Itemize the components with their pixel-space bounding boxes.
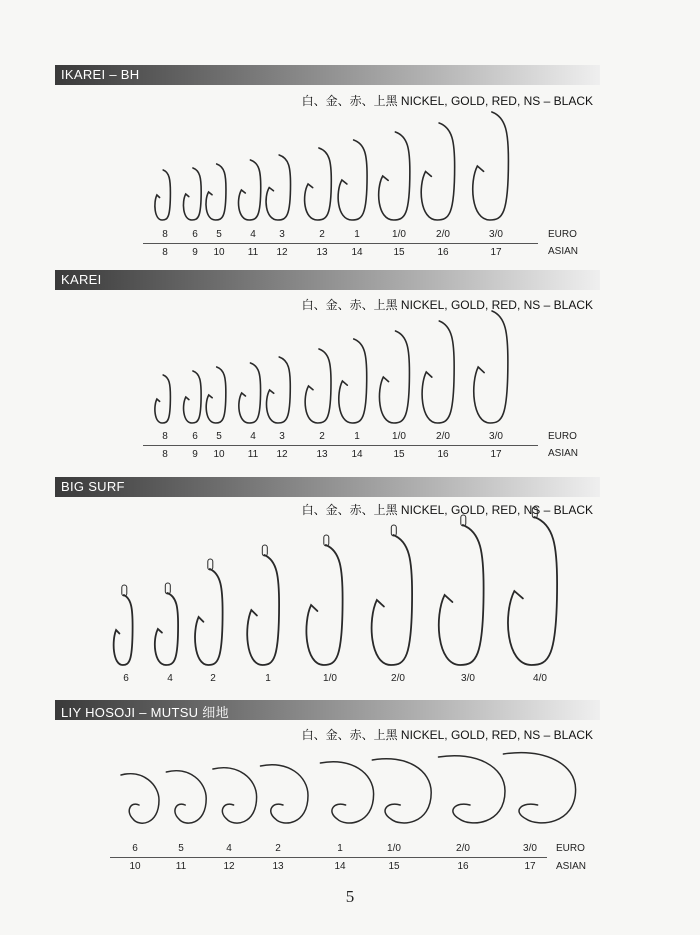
size-label: 3/0 [489, 229, 503, 240]
size-label: 2/0 [436, 431, 450, 442]
size-label: 16 [437, 449, 449, 460]
section-title: BIG SURF [61, 479, 125, 494]
size-label: 2 [275, 843, 281, 854]
size-label: 1 [354, 229, 360, 240]
size-label: 3 [279, 431, 285, 442]
size-label: 2 [319, 229, 325, 240]
size-label: 11 [175, 861, 187, 872]
size-label: 2 [210, 673, 216, 684]
size-label: 8 [162, 247, 168, 258]
size-label: 13 [272, 861, 284, 872]
size-label: 3/0 [489, 431, 503, 442]
size-label: 2 [319, 431, 325, 442]
size-label: 4 [250, 229, 256, 240]
size-label: 16 [437, 247, 449, 258]
size-label: 1/0 [392, 229, 406, 240]
size-label: 2/0 [456, 843, 470, 854]
size-label: 3/0 [523, 843, 537, 854]
size-label: 11 [247, 449, 259, 460]
size-label: 1 [337, 843, 343, 854]
size-label: 14 [351, 449, 363, 460]
asian-label: ASIAN [548, 246, 579, 257]
size-label: 4 [167, 673, 173, 684]
size-label: 12 [223, 861, 235, 872]
size-label: 12 [276, 247, 288, 258]
size-label: 17 [524, 861, 536, 872]
size-label: 4 [250, 431, 256, 442]
size-label: 1/0 [387, 843, 401, 854]
size-label: 12 [276, 449, 288, 460]
size-label: 6 [123, 673, 129, 684]
size-label: 2/0 [391, 673, 405, 684]
size-label: 15 [388, 861, 400, 872]
size-label: 9 [192, 449, 198, 460]
size-label: 8 [162, 431, 168, 442]
section-header-bar [55, 477, 600, 497]
size-label: 8 [162, 449, 168, 460]
size-label: 17 [490, 449, 502, 460]
size-label: 2/0 [436, 229, 450, 240]
size-label: 4/0 [533, 673, 547, 684]
size-label: 5 [178, 843, 184, 854]
size-label: 10 [213, 449, 225, 460]
section-title: LIY HOSOJI – MUTSU 细地 [61, 705, 229, 720]
size-label: 8 [162, 229, 168, 240]
section-header-bar [55, 270, 600, 290]
euro-label: EURO [548, 229, 577, 240]
size-label: 15 [393, 247, 405, 258]
color-options-label: 白、金、赤、上黑 NICKEL, GOLD, RED, NS – BLACK [301, 298, 593, 312]
section-title: IKAREI – BH [61, 67, 140, 82]
asian-label: ASIAN [556, 861, 587, 872]
page-number: 5 [345, 887, 355, 906]
size-label: 15 [393, 449, 405, 460]
asian-label: ASIAN [548, 448, 579, 459]
euro-label: EURO [556, 843, 585, 854]
divider-line [143, 243, 538, 244]
size-label: 17 [490, 247, 502, 258]
size-label: 10 [213, 247, 225, 258]
size-label: 6 [192, 229, 198, 240]
size-label: 1 [265, 673, 271, 684]
size-label: 6 [192, 431, 198, 442]
size-label: 9 [192, 247, 198, 258]
size-label: 6 [132, 843, 138, 854]
size-label: 1/0 [392, 431, 406, 442]
size-label: 4 [226, 843, 232, 854]
color-options-label: 白、金、赤、上黑 NICKEL, GOLD, RED, NS – BLACK [301, 503, 593, 517]
size-label: 3/0 [461, 673, 475, 684]
divider-line [143, 445, 538, 446]
section-title: KAREI [61, 272, 102, 287]
size-label: 1/0 [323, 673, 337, 684]
divider-line [110, 857, 547, 858]
size-label: 13 [316, 449, 328, 460]
size-label: 14 [334, 861, 346, 872]
size-label: 3 [279, 229, 285, 240]
size-label: 10 [129, 861, 141, 872]
color-options-label: 白、金、赤、上黑 NICKEL, GOLD, RED, NS – BLACK [301, 728, 593, 742]
color-options-label: 白、金、赤、上黑 NICKEL, GOLD, RED, NS – BLACK [301, 94, 593, 108]
size-label: 5 [216, 431, 222, 442]
size-label: 13 [316, 247, 328, 258]
euro-label: EURO [548, 431, 577, 442]
size-label: 11 [247, 247, 259, 258]
size-label: 1 [354, 431, 360, 442]
size-label: 14 [351, 247, 363, 258]
size-label: 16 [457, 861, 469, 872]
size-label: 5 [216, 229, 222, 240]
section-header-bar [55, 700, 600, 720]
